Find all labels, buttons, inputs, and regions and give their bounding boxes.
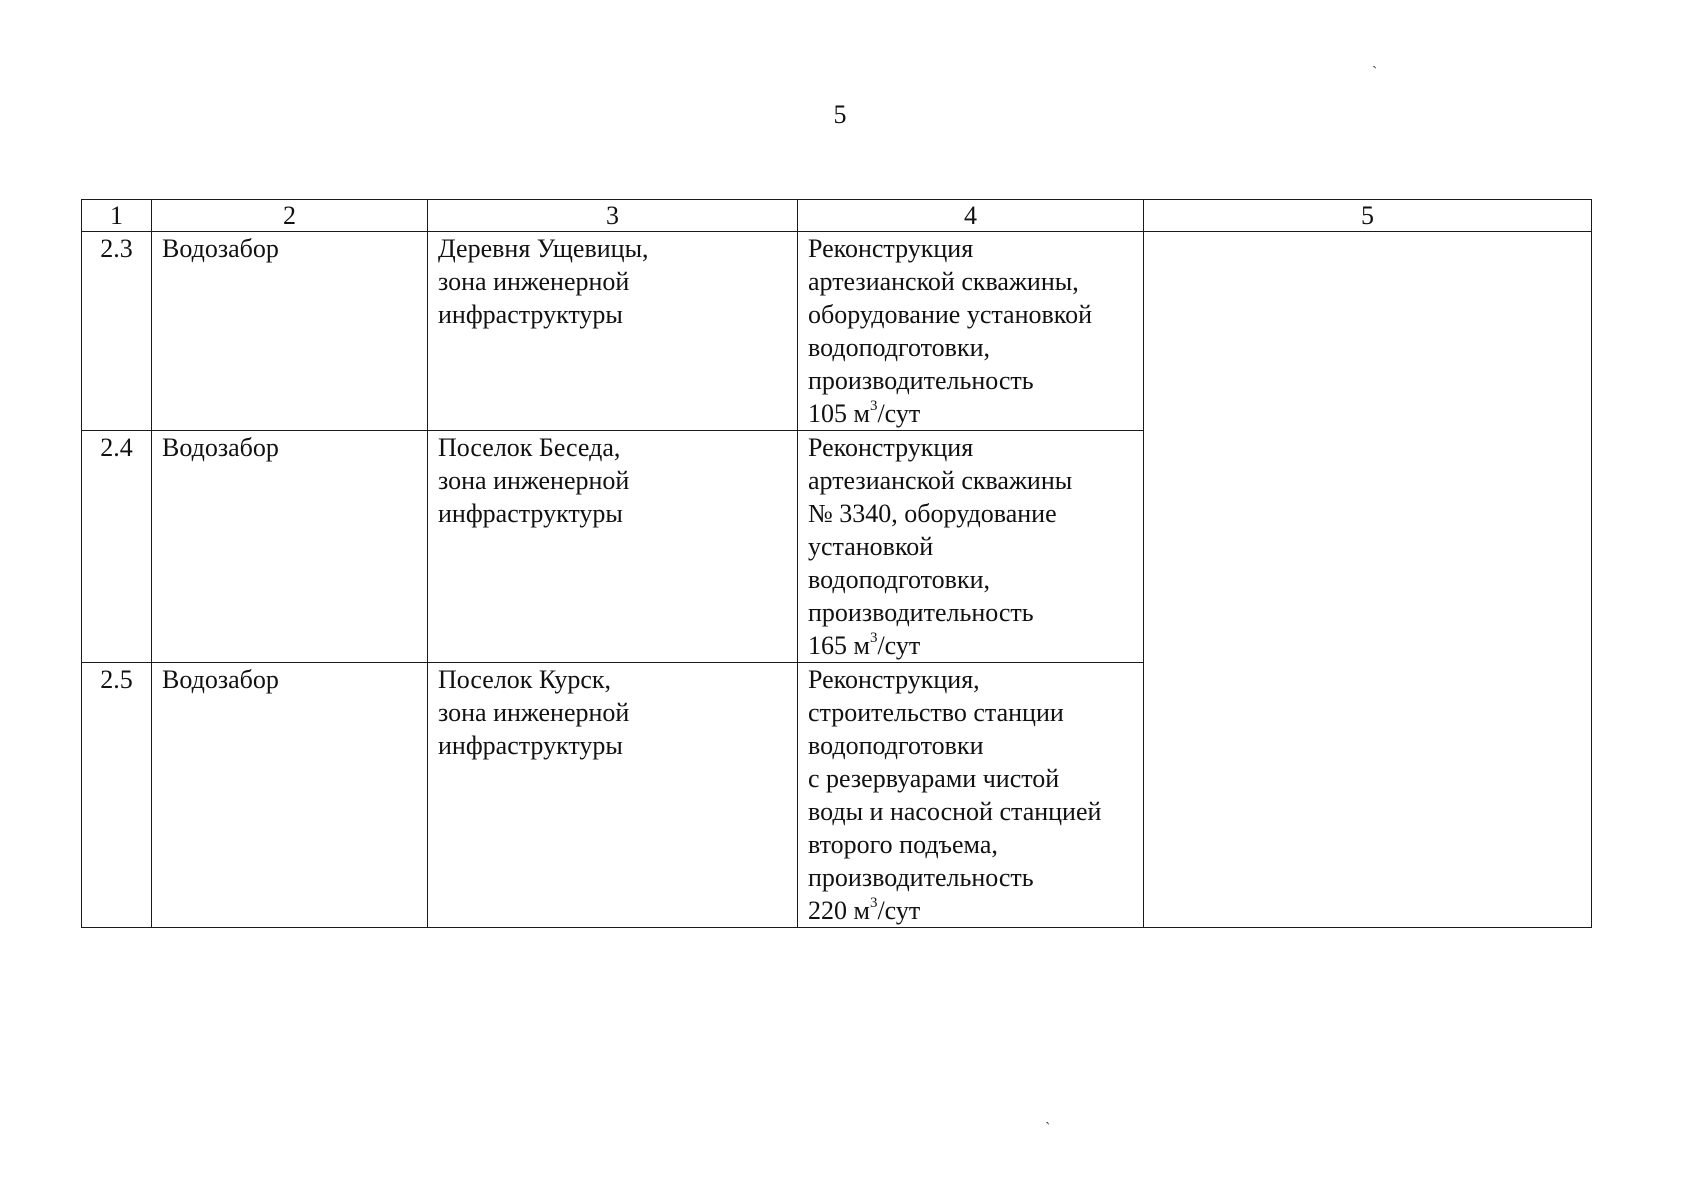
measures-line: производительность	[808, 863, 1034, 892]
location-line: Поселок Беседа,	[438, 433, 621, 462]
capacity-line	[808, 397, 1137, 430]
document-table	[81, 199, 1592, 928]
capacity-unit: /сут	[877, 399, 921, 428]
measures-line: установкой	[808, 532, 934, 561]
capacity-superscript: 3	[869, 630, 878, 647]
header-cell: 2	[152, 200, 428, 232]
capacity-superscript: 3	[869, 398, 878, 415]
object-cell: Водозабор	[152, 663, 428, 928]
measures-line: с резервуарами чистой	[808, 764, 1060, 793]
capacity-line	[808, 894, 1137, 927]
location-line: инфраструктуры	[438, 499, 623, 528]
header-cell: 5	[1144, 200, 1592, 232]
measures-line: водоподготовки,	[808, 565, 990, 594]
location-cell	[428, 232, 798, 431]
capacity-value: 165 м	[808, 631, 870, 660]
measures-line: Реконструкция	[808, 234, 974, 263]
measures-cell	[798, 663, 1144, 928]
measures-line: водоподготовки,	[808, 333, 990, 362]
location-line: Деревня Ущевицы,	[438, 234, 649, 263]
location-line: инфраструктуры	[438, 300, 623, 329]
object-cell: Водозабор	[152, 431, 428, 663]
location-line: зона инженерной	[438, 698, 630, 727]
scan-speck: ˎ	[1045, 1108, 1051, 1125]
row-number-cell: 2.4	[82, 431, 152, 663]
capacity-value: 105 м	[808, 399, 870, 428]
location-cell	[428, 663, 798, 928]
measures-cell	[798, 232, 1144, 431]
location-line: зона инженерной	[438, 267, 630, 296]
page-number: 5	[833, 100, 847, 129]
object-cell: Водозабор	[152, 232, 428, 431]
measures-line: строительство станции	[808, 698, 1064, 727]
location-line: Поселок Курск,	[438, 665, 611, 694]
measures-line: производительность	[808, 366, 1034, 395]
measures-line: производительность	[808, 598, 1034, 627]
row-number-cell: 2.3	[82, 232, 152, 431]
measures-line: воды и насосной станцией	[808, 797, 1102, 826]
measures-line: второго подъема,	[808, 830, 998, 859]
measures-line: артезианской скважины	[808, 466, 1073, 495]
header-cell: 4	[798, 200, 1144, 232]
capacity-value: 220 м	[808, 896, 870, 925]
location-line: инфраструктуры	[438, 731, 623, 760]
row-number-cell: 2.5	[82, 663, 152, 928]
measures-line: оборудование установкой	[808, 300, 1092, 329]
measures-line: № 3340, оборудование	[808, 499, 1057, 528]
capacity-unit: /сут	[877, 631, 921, 660]
table-header-row	[82, 200, 1592, 232]
scan-speck: ˏ	[1372, 52, 1378, 69]
measures-line: артезианской скважины,	[808, 267, 1079, 296]
header-cell: 1	[82, 200, 152, 232]
table-row	[82, 232, 1592, 431]
measures-line: водоподготовки	[808, 731, 984, 760]
capacity-line	[808, 629, 1137, 662]
header-cell: 3	[428, 200, 798, 232]
measures-line: Реконструкция,	[808, 665, 980, 694]
location-cell	[428, 431, 798, 663]
column-5-cell	[1144, 232, 1592, 928]
capacity-unit: /сут	[877, 896, 921, 925]
capacity-superscript: 3	[869, 895, 878, 912]
location-line: зона инженерной	[438, 466, 630, 495]
measures-line: Реконструкция	[808, 433, 974, 462]
measures-cell	[798, 431, 1144, 663]
